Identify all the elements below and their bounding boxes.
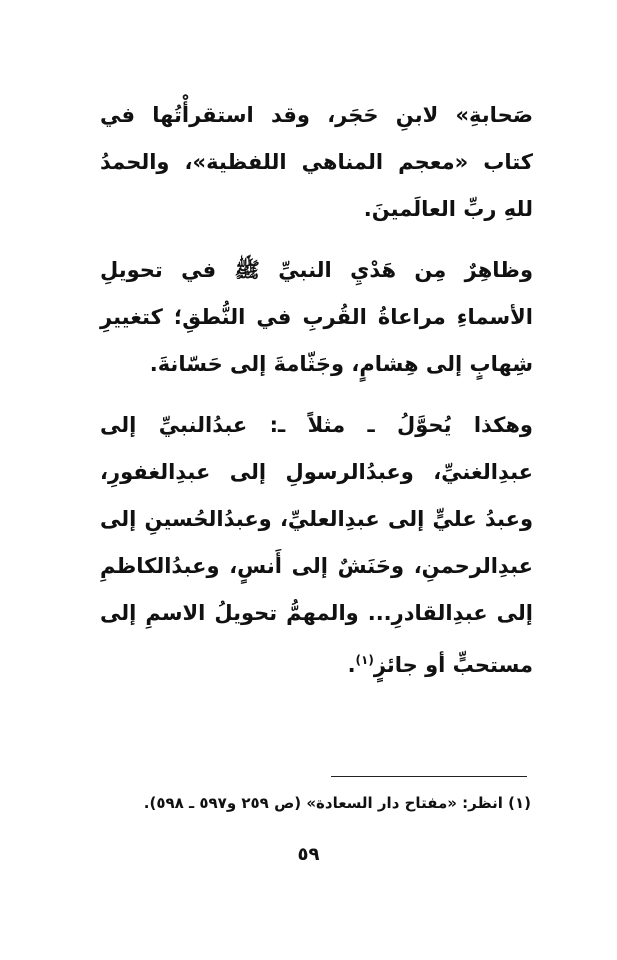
- footnote-separator: [331, 776, 527, 777]
- footnote-reference: (١): [355, 653, 374, 667]
- paragraph-3: [100, 402, 533, 689]
- paragraph-2: وظاهِرٌ مِن هَدْيِ النبيِّ ﷺ في تحويلِ الأسماءِ مراعاةُ القُربِ في النُّطقِ؛ كتغييرِ شِهابٍ إلى هِشامٍ، وجَثّامةَ إلى حَسّانةَ.: [100, 258, 533, 376]
- main-text: [100, 92, 533, 689]
- footnote: (١) انظر: «مفتاح دار السعادة» (ص ٢٥٩ و٥٩٧ ـ ٥٩٨).: [143, 794, 531, 812]
- paragraph-3-end: .: [347, 653, 356, 677]
- paragraph-1: صَحابةِ» لابنِ حَجَر، وقد استقرأْتُها في كتاب «معجم المناهي اللفظية»، والحمدُ للهِ ربِّ العالَمينَ.: [100, 103, 533, 221]
- page-number: ٥٩: [297, 844, 320, 865]
- paragraph-3-text: وهكذا يُحوَّلُ ـ مثلاً ـ: عبدُالنبيِّ إلى عبدِالغنيِّ، وعبدُالرسولِ إلى عبدِالغفورِ، وعبدُ عليٍّ إلى عبدِالعليِّ، وعبدُالحُسينِ إلى عبدِالرحمنِ، وحَنَشٌ إلى أَنسٍ، وعبدُالكاظمِ إلى عبدِالقادرِ... والمهمُّ تحويلُ الاسمِ إلى مستحبٍّ أو جائزٍ: [100, 413, 533, 677]
